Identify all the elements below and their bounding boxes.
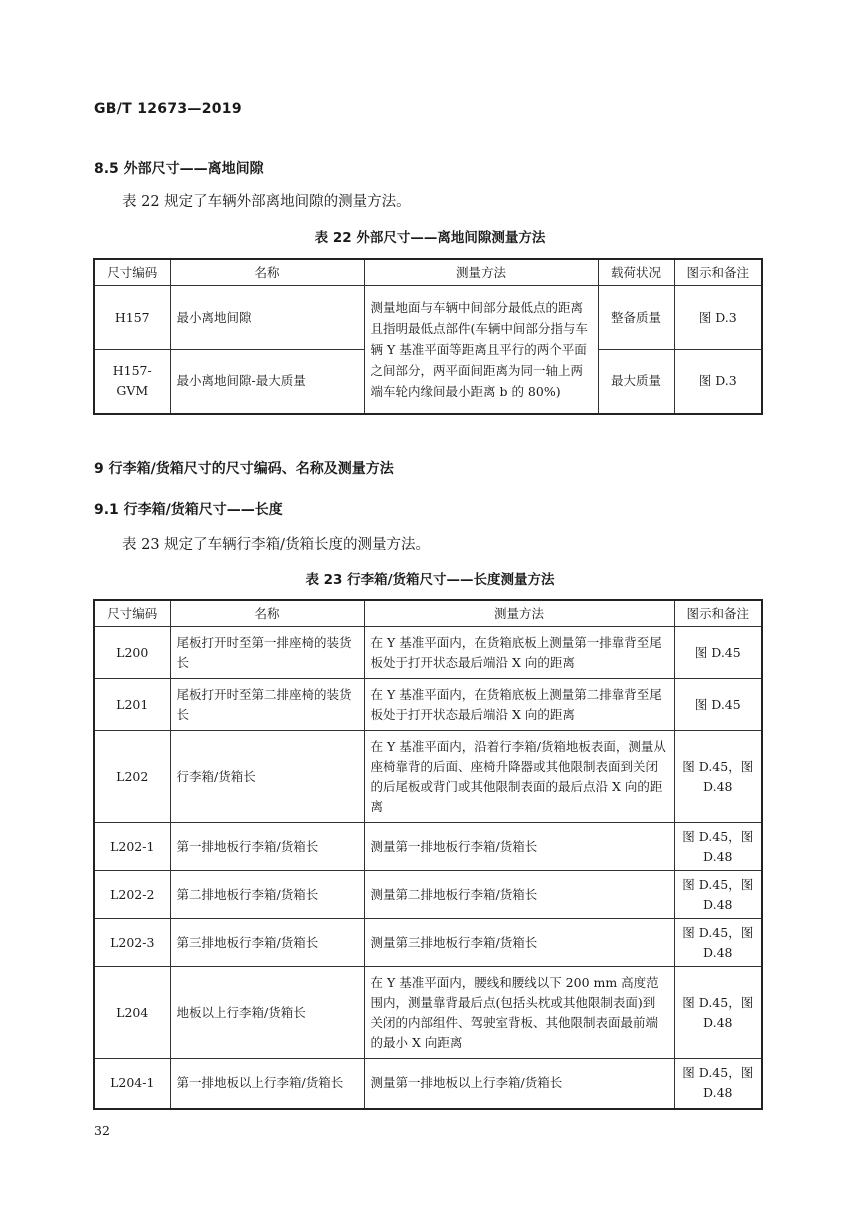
table-row	[94, 286, 762, 350]
row-name: 地板以上行李箱/货箱长	[170, 967, 364, 1059]
row-method: 测量第一排地板以上行李箱/货箱长	[364, 1059, 674, 1109]
table-22-header-row	[94, 259, 762, 286]
column-header: 图示和备注	[674, 259, 762, 286]
column-header: 测量方法	[364, 600, 674, 627]
table-row	[94, 871, 762, 919]
column-header: 名称	[170, 259, 364, 286]
row-code: L204	[94, 967, 170, 1059]
row-name: 尾板打开时至第二排座椅的装货长	[170, 679, 364, 731]
row-figure: 图 D.45	[674, 679, 762, 731]
row-code: L204-1	[94, 1059, 170, 1109]
page-number: 32	[94, 1123, 110, 1138]
row-figure: 图 D.45，图 D.48	[674, 967, 762, 1059]
row-name: 第一排地板以上行李箱/货箱长	[170, 1059, 364, 1109]
table-row	[94, 1059, 762, 1109]
row-code: H157-GVM	[94, 350, 170, 414]
column-header: 图示和备注	[674, 600, 762, 627]
section-9-heading: 9 行李箱/货箱尺寸的尺寸编码、名称及测量方法	[94, 461, 394, 477]
row-figure: 图 D.45，图 D.48	[674, 871, 762, 919]
table-22	[93, 258, 763, 415]
column-header: 名称	[170, 600, 364, 627]
row-figure: 图 D.45，图 D.48	[674, 731, 762, 823]
row-name: 最小离地间隙	[170, 286, 364, 350]
table-row	[94, 679, 762, 731]
column-header: 尺寸编码	[94, 600, 170, 627]
row-method: 在 Y 基准平面内，腰线和腰线以下 200 mm 高度范围内，测量靠背最后点(包括头枕或其他限制表面)到关闭的内部组件、驾驶室背板、其他限制表面最前端的最小 X 向距离	[364, 967, 674, 1059]
column-header: 测量方法	[364, 259, 598, 286]
row-load: 整备质量	[598, 286, 674, 350]
row-figure: 图 D.45，图 D.48	[674, 919, 762, 967]
section-8-5-heading: 8.5 外部尺寸——离地间隙	[94, 161, 264, 177]
standard-number: GB/T 12673—2019	[94, 101, 242, 117]
table-23	[93, 599, 763, 1110]
row-code: L202-3	[94, 919, 170, 967]
row-name: 第二排地板行李箱/货箱长	[170, 871, 364, 919]
table-22-caption: 表 22 外部尺寸——离地间隙测量方法	[314, 230, 546, 246]
row-figure: 图 D.45	[674, 627, 762, 679]
row-method: 测量第一排地板行李箱/货箱长	[364, 823, 674, 871]
row-name: 行李箱/货箱长	[170, 731, 364, 823]
row-load: 最大质量	[598, 350, 674, 414]
table-23-caption: 表 23 行李箱/货箱尺寸——长度测量方法	[305, 572, 555, 588]
section-9-1-intro: 表 23 规定了车辆行李箱/货箱长度的测量方法。	[122, 537, 431, 553]
row-code: L202-1	[94, 823, 170, 871]
section-8-5-intro: 表 22 规定了车辆外部离地间隙的测量方法。	[122, 194, 411, 210]
row-method: 测量第三排地板行李箱/货箱长	[364, 919, 674, 967]
column-header: 尺寸编码	[94, 259, 170, 286]
row-method: 在 Y 基准平面内，在货箱底板上测量第一排靠背至尾板处于打开状态最后端沿 X 向的距离	[364, 627, 674, 679]
row-figure: 图 D.45，图 D.48	[674, 823, 762, 871]
row-code: L202-2	[94, 871, 170, 919]
row-method: 在 Y 基准平面内，沿着行李箱/货箱地板表面，测量从座椅靠背的后面、座椅升降器或其他限制表面到关闭的后尾板或背门或其他限制表面的最后点沿 X 向的距离	[364, 731, 674, 823]
table-row	[94, 823, 762, 871]
row-method: 测量地面与车辆中间部分最低点的距离且指明最低点部件(车辆中间部分指与车辆 Y 基准平面等距离且平行的两个平面之间部分，两平面间距离为同一轴上两端车轮内缘间最小距离 b 的 80%)	[364, 286, 598, 414]
row-code: L200	[94, 627, 170, 679]
row-name: 第一排地板行李箱/货箱长	[170, 823, 364, 871]
table-23-header-row	[94, 600, 762, 627]
row-code: L202	[94, 731, 170, 823]
table-row	[94, 731, 762, 823]
row-figure: 图 D.3	[674, 286, 762, 350]
section-9-1-heading: 9.1 行李箱/货箱尺寸——长度	[94, 502, 283, 518]
row-name: 第三排地板行李箱/货箱长	[170, 919, 364, 967]
row-figure: 图 D.3	[674, 350, 762, 414]
row-code: H157	[94, 286, 170, 350]
table-row	[94, 967, 762, 1059]
row-name: 最小离地间隙-最大质量	[170, 350, 364, 414]
row-figure: 图 D.45，图 D.48	[674, 1059, 762, 1109]
row-name: 尾板打开时至第一排座椅的装货长	[170, 627, 364, 679]
table-row	[94, 919, 762, 967]
column-header: 载荷状况	[598, 259, 674, 286]
row-method: 测量第二排地板行李箱/货箱长	[364, 871, 674, 919]
row-code: L201	[94, 679, 170, 731]
row-method: 在 Y 基准平面内，在货箱底板上测量第二排靠背至尾板处于打开状态最后端沿 X 向的距离	[364, 679, 674, 731]
table-row	[94, 627, 762, 679]
